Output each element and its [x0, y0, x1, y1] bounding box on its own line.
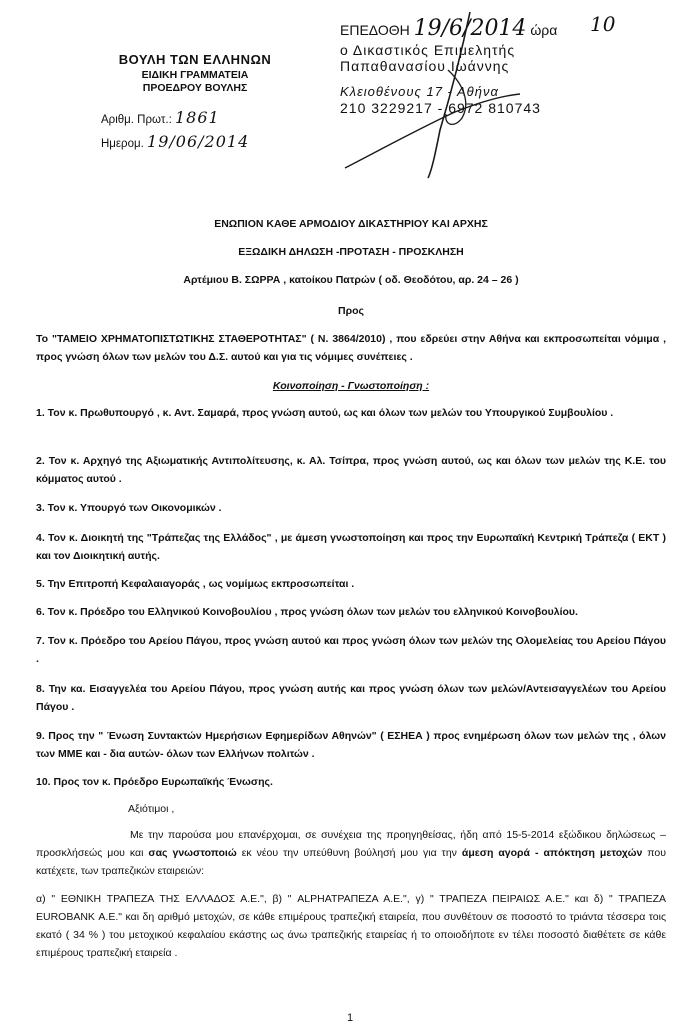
- notify-item-6: 6. Τον κ. Πρόεδρο του Ελληνικού Κοινοβουλίου , προς γνώση όλων των μελών του ελληνικού Κοινοβουλίου.: [36, 606, 578, 618]
- bailiff-phones: 210 3229217 - 6972 810743: [340, 100, 541, 116]
- served-label: ΕΠΕΔΟΘΗ: [340, 22, 410, 38]
- stamp-subtitle-1: ΕΙΔΙΚΗ ΓΡΑΜΜΑΤΕΙΑ: [141, 69, 249, 81]
- bailiff-title: ο Δικαστικός Επιμελητής: [340, 42, 516, 58]
- notify-item-7: 7. Τον κ. Πρόεδρο του Αρείου Πάγου, προς γνώση αυτού και προς γνώση όλων των μελών της Ολομελείας του Αρείου Πάγου .: [36, 635, 666, 665]
- served-row: [340, 16, 557, 41]
- salutation: Αξιότιμοι ,: [128, 803, 175, 815]
- protocol-date-label: Ημερομ.: [101, 138, 144, 150]
- notify-item-4: 4. Τον κ. Διοικητή της "Τράπεζας της Ελλάδος" , με άμεση γνωστοποίηση και προς την Ευρωπαϊκή Κεντρική Τράπεζα ( ΕΚΤ ) και τον Διοικητική αυτής.: [36, 532, 666, 562]
- body1-part-b: σας γνωστοποιώ: [148, 847, 237, 859]
- protocol-number-row: [101, 108, 220, 127]
- body-paragraph-2: α) " ΕΘΝΙΚΗ ΤΡΑΠΕΖΑ ΤΗΣ ΕΛΛΑΔΟΣ Α.Ε.", β) " ALPHATPAΠΕΖΑ Α.Ε.", γ) " ΤΡΑΠΕΖΑ ΠΕΙΡΑΙΩΣ Α.Ε." και δ) " ΤΡΑΠΕΖΑ EUROBANK Α.Ε." και δη αριθμό μετοχών, σε κάθε επιμέρους τραπεζική εταιρεία, που συνθέτουν σε ποσοστό το τριάντα τέσσερα τοις εκατό ( 34 % ) του μετοχικού κεφαλαίου εκάστης ως άνω τραπεζικής εταιρείας ή το οποιοδήποτε εν τέλει ποσοστό διαθέτετε σε κάθε επιμέρους τραπεζική εταιρεία .: [36, 893, 666, 959]
- protocol-date-value: 19/06/2014: [147, 132, 250, 151]
- notify-item-10: 10. Προς τον κ. Πρόεδρο Ευρωπαϊκής Ένωσης.: [36, 776, 273, 788]
- body1-part-d: άμεση αγορά - απόκτηση μετοχών: [461, 847, 643, 859]
- folio-number: 10: [590, 12, 616, 36]
- body1-part-c: εκ νέου την υπεύθυνη βούλησή μου για την: [236, 847, 462, 859]
- stamp-title: ΒΟΥΛΗ ΤΩΝ ΕΛΛΗΝΩΝ: [118, 52, 272, 67]
- recipient-paragraph: Το "ΤΑΜΕΙΟ ΧΡΗΜΑΤΟΠΙΣΤΩΤΙΚΗΣ ΣΤΑΘΕΡΟΤΗΤΑΣ" ( Ν. 3864/2010) , που εδρεύει στην Αθήνα και εκπροσωπείται νόμιμα , προς γνώση όλων των μελών του Δ.Σ. αυτού και για τις νόμιμες συνέπειες .: [36, 333, 666, 363]
- heading-court: ΕΝΩΠΙΟΝ ΚΑΘΕ ΑΡΜΟΔΙΟΥ ΔΙΚΑΣΤΗΡΙΟΥ ΚΑΙ ΑΡΧΗΣ: [214, 218, 488, 230]
- bailiff-address: Κλειοθένους 17 - Αθήνα: [340, 84, 499, 99]
- notify-item-2: 2. Τον κ. Αρχηγό της Αξιωματικής Αντιπολίτευσης, κ. Αλ. Τσίπρα, προς γνώση αυτού, ως και όλων των μελών της Κ.Ε. του κόμματος αυτού .: [36, 455, 666, 485]
- parliament-stamp: [95, 52, 295, 151]
- served-date: 19/6/2014: [413, 16, 527, 41]
- notify-title: [36, 380, 666, 392]
- protocol-value: 1861: [174, 108, 220, 127]
- protocol-date-row: [101, 132, 249, 151]
- notify-item-1: 1. Τον κ. Πρωθυπουργό , κ. Αντ. Σαμαρά, προς γνώση αυτού, ως και όλων των μελών του Υπουργικού Συμβουλίου .: [36, 407, 614, 419]
- body1-part-a: Με την παρούσα μου επανέρχομαι, σε συνέχεια της προηγηθείσας, ήδη από 15-5-2014 εξώδικου δηλώσεως – προσκλήσεώς μου και: [36, 829, 666, 859]
- protocol-label: Αριθμ. Πρωτ.:: [101, 114, 172, 126]
- notify-item-9: 9. Προς την " Ένωση Συντακτών Ημερήσιων Εφημερίδων Αθηνών" ( ΕΣΗΕΑ ) προς ενημέρωση όλων των μελών της , όλων των ΜΜΕ και - δια αυτών- όλων των Ελλήνων πολιτών .: [36, 730, 666, 760]
- page-number: 1: [346, 1012, 354, 1024]
- stamp-subtitle-2: ΠΡΟΕΔΡΟΥ ΒΟΥΛΗΣ: [142, 82, 248, 94]
- heading-sender: Αρτέμιου Β. ΣΩΡΡΑ , κατοίκου Πατρών ( οδ. Θεοδότου, αρ. 24 – 26 ): [183, 274, 519, 286]
- served-time-label: ώρα: [530, 22, 558, 38]
- notify-item-5: 5. Την Επιτροπή Κεφαλαιαγοράς , ως νομίμως εκπροσωπείται .: [36, 578, 355, 590]
- heading-to: Προς: [338, 305, 364, 317]
- body1-part-e: που κατέχετε, των τραπεζικών εταιρειών:: [36, 847, 666, 877]
- notify-item-3: 3. Τον κ. Υπουργό των Οικονομικών .: [36, 502, 222, 514]
- notify-title-text: Κοινοποίηση - Γνωστοποίηση :: [272, 380, 430, 392]
- bailiff-name: Παπαθανασίου Ιωάννης: [340, 58, 510, 74]
- heading-type: ΕΞΩΔΙΚΗ ΔΗΛΩΣΗ -ΠΡΟΤΑΣΗ - ΠΡΟΣΚΛΗΣΗ: [238, 246, 464, 258]
- notify-item-8: 8. Την κα. Εισαγγελέα του Αρείου Πάγου, προς γνώση αυτής και προς γνώση όλων των μελών/Αντεισαγγελέων του Αρείου Πάγου .: [36, 683, 666, 713]
- body-paragraph-1: [36, 826, 666, 880]
